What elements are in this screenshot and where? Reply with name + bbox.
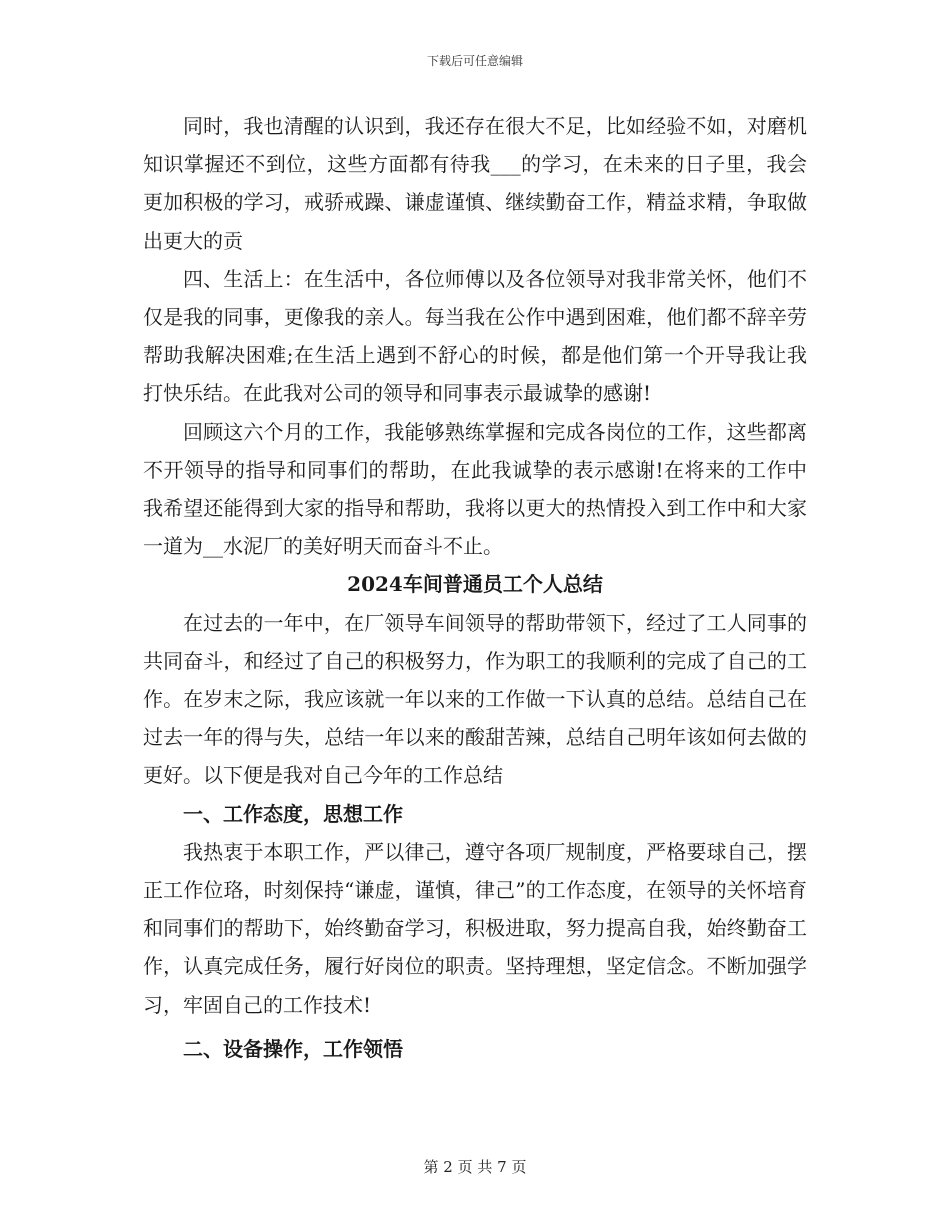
page-header: 下载后可任意编辑 (426, 54, 523, 68)
page-footer: 第 2 页 共 7 页 (423, 1158, 527, 1176)
document-body (143, 107, 807, 1068)
document-title: 2024车间普通员工个人总结 (347, 572, 603, 597)
section-heading-equipment: 二、设备操作，工作领悟 (183, 1036, 403, 1061)
section-heading-attitude: 一、工作态度，思想工作 (183, 801, 403, 826)
paragraph-intro: 在过去的一年中，在厂领导车间领导的帮助带领下，经过了工人同事的共同奋斗，和经过了自己的积极努力，作为职工的我顺利的完成了自己的工作。在岁末之际，我应该就一年以来的工作做一下认真的总结。总结自己在过去一年的得与失，总结一年以来的酸甜苦辣，总结自己明年该如何去做的更好。以下便是我对自己今年的工作总结 (143, 610, 807, 788)
paragraph-shortcomings: 同时，我也清醒的认识到，我还存在很大不足，比如经验不如，对磨机知识掌握还不到位，这些方面都有待我___的学习，在未来的日子里，我会更加积极的学习，戒骄戒躁、谦虚谨慎、继续勤奋工作，精益求精，争取做出更大的贡 (143, 114, 807, 253)
paragraph-life: 四、生活上：在生活中，各位师傅以及各位领导对我非常关怀，他们不仅是我的同事，更像我的亲人。每当我在公作中遇到困难，他们都不辞辛劳帮助我解决困难;在生活上遇到不舒心的时候，都是他们第一个开导我让我打快乐结。在此我对公司的领导和同事表示最诚挚的感谢! (143, 266, 807, 406)
paragraph-review: 回顾这六个月的工作，我能够熟练掌握和完成各岗位的工作，这些都离不开领导的指导和同事们的帮助，在此我诚挚的表示感谢!在将来的工作中我希望还能得到大家的指导和帮助，我将以更大的热情投入到工作中和大家一道为__水泥厂的美好明天而奋斗不止。 (143, 419, 807, 559)
paragraph-attitude: 我热衷于本职工作，严以律己，遵守各项厂规制度，严格要球自己，摆正工作位珞，时刻保持“谦虚，谨慎，律己”的工作态度，在领导的关怀培育和同事们的帮助下，始终勤奋学习，积极进取，努力提高自我，始终勤奋工作，认真完成任务，履行好岗位的职责。坚持理想，坚定信念。不断加强学习，牢固自己的工作技术! (143, 839, 807, 1017)
